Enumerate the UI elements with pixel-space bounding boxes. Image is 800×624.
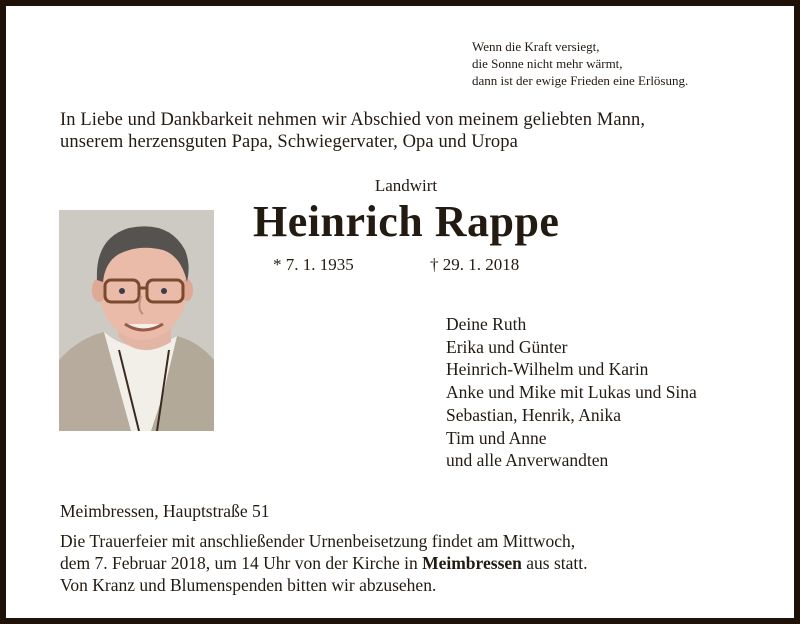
- family-member: Sebastian, Henrik, Anika: [446, 404, 621, 425]
- family-member: Tim und Anne: [446, 427, 547, 448]
- ceremony-info: [60, 530, 588, 596]
- ceremony-line: [60, 552, 588, 574]
- profession-label: Landwirt: [374, 176, 438, 195]
- ceremony-line: Von Kranz und Blumenspenden bitten wir abzusehen.: [60, 575, 437, 595]
- ceremony-location: Meimbressen: [422, 553, 522, 573]
- address: Meimbressen, Hauptstraße 51: [60, 501, 270, 521]
- family-list: [446, 313, 697, 472]
- death-date: † 29. 1. 2018: [430, 255, 520, 274]
- family-member: Erika und Günter: [446, 336, 568, 357]
- family-member: Anke und Mike mit Lukas und Sina: [446, 382, 697, 403]
- poem-line: die Sonne nicht mehr wärmt,: [472, 56, 623, 71]
- intro-line: In Liebe und Dankbarkeit nehmen wir Abschied von meinem geliebten Mann,: [60, 110, 646, 130]
- portrait-illustration: [59, 210, 214, 431]
- poem-line: dann ist der ewige Frieden eine Erlösung.: [472, 73, 689, 88]
- ceremony-line: Die Trauerfeier mit anschließender Urnenbeisetzung findet am Mittwoch,: [60, 531, 576, 551]
- ceremony-text: aus statt.: [521, 553, 588, 573]
- portrait-photo: [59, 210, 214, 431]
- birth-date: * 7. 1. 1935: [273, 255, 354, 274]
- family-member: und alle Anverwandten: [446, 450, 609, 471]
- poem: [472, 38, 688, 89]
- profession: [6, 176, 800, 196]
- family-member: Deine Ruth: [446, 314, 527, 334]
- intro-text: [60, 109, 645, 153]
- intro-line: unserem herzensguten Papa, Schwiegervater, Opa und Uropa: [60, 132, 518, 152]
- family-member: Heinrich-Wilhelm und Karin: [446, 359, 649, 380]
- poem-line: Wenn die Kraft versiegt,: [472, 39, 600, 54]
- ceremony-text: dem 7. Februar 2018, um 14 Uhr von der Kirche in: [60, 553, 423, 573]
- deceased-name: Heinrich Rappe: [253, 197, 560, 246]
